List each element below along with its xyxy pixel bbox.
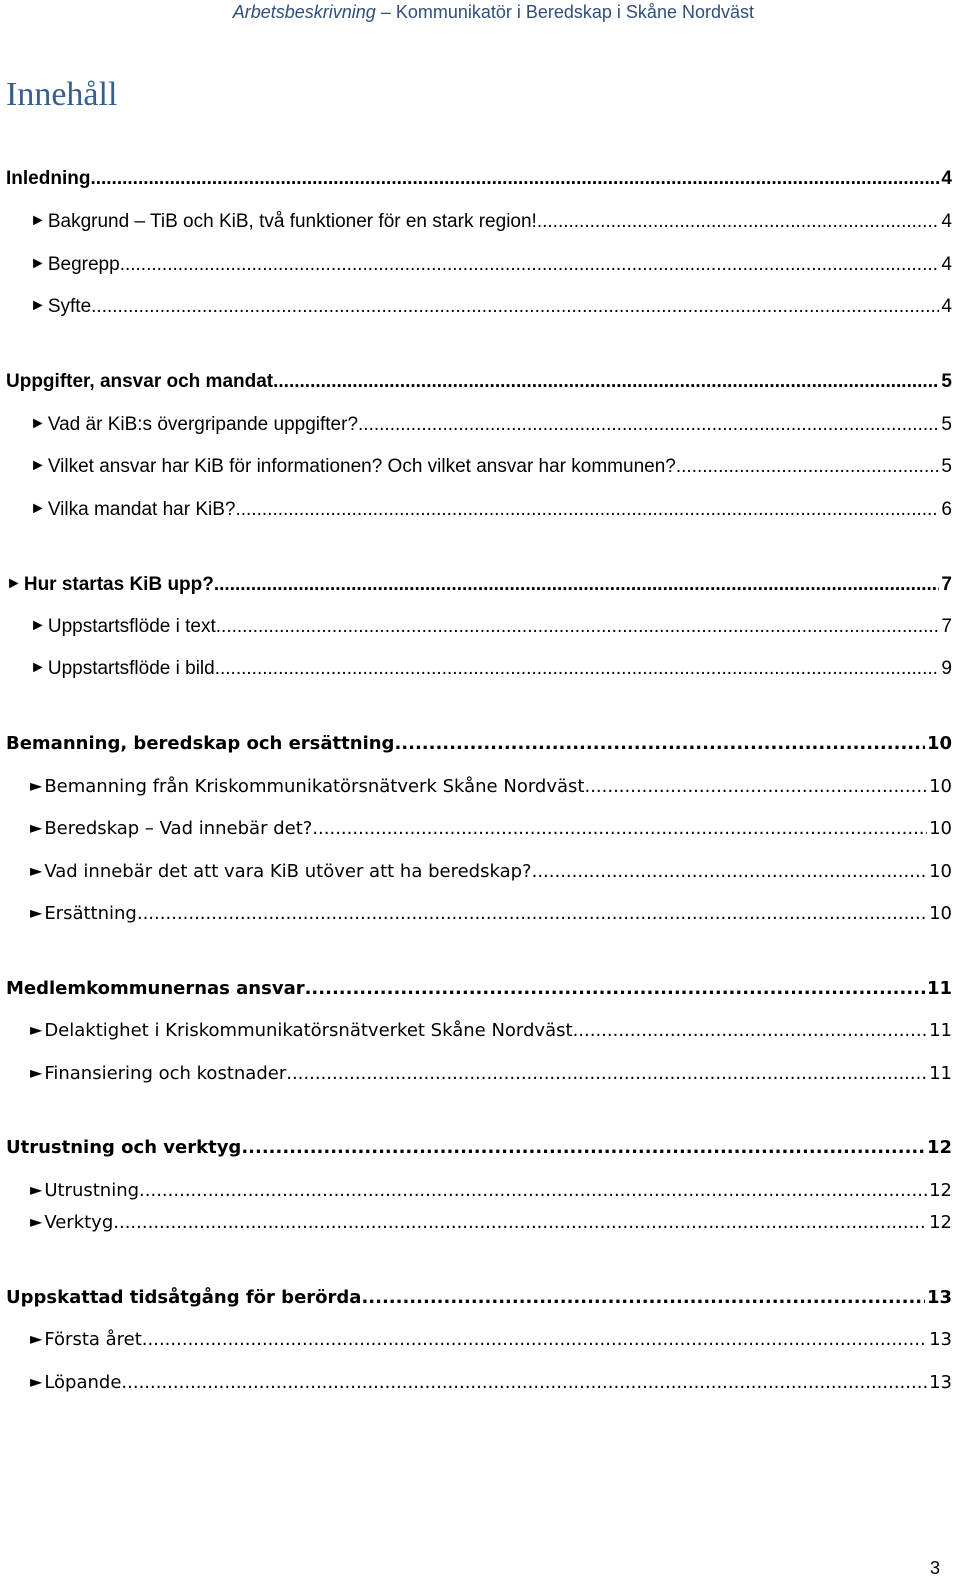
- toc-entry-label: Uppskattad tidsåtgång för berörda: [6, 1287, 362, 1308]
- toc-page-number: 11: [926, 978, 952, 999]
- arrow-right-icon: ►: [30, 1180, 43, 1199]
- toc-leader: [215, 657, 940, 681]
- toc-entry-bemanning-natverk[interactable]: [30, 771, 952, 799]
- toc-page-number: 13: [926, 1287, 952, 1308]
- toc-entry-label: Inledning: [6, 168, 91, 189]
- arrow-right-icon: ►: [30, 659, 46, 676]
- toc-leader: [91, 295, 939, 319]
- toc-page-number: 10: [929, 818, 952, 839]
- toc-entry-lopande[interactable]: [30, 1367, 952, 1395]
- toc-entry-overgripande-uppgifter[interactable]: [30, 409, 952, 437]
- toc-entry-uppstart-bild[interactable]: [30, 653, 952, 681]
- toc-entry-label: Medlemkommunernas ansvar: [6, 978, 305, 999]
- toc-entry-beredskap[interactable]: [30, 813, 952, 841]
- toc-entry-inledning[interactable]: [6, 163, 952, 191]
- arrow-right-icon: ►: [30, 1063, 43, 1082]
- toc-entry-utrustning[interactable]: [30, 1175, 952, 1203]
- toc-leader: [584, 775, 927, 799]
- toc-entry-label: Delaktighet i Kriskommunikatörsnätverket Skåne Nordväst: [44, 1020, 573, 1041]
- toc-entry-label: Bakgrund – TiB och KiB, två funktioner för en stark region!: [47, 211, 537, 232]
- toc-page-number: 9: [941, 658, 952, 679]
- toc-leader: [139, 1179, 927, 1203]
- toc-entry-label: Löpande: [44, 1372, 122, 1393]
- toc-page-number: 11: [929, 1020, 952, 1041]
- toc-entry-label: Finansiering och kostnader: [44, 1063, 287, 1084]
- toc-page-number: 10: [929, 861, 952, 882]
- toc-leader: [573, 1019, 928, 1043]
- toc-page-number: 4: [941, 211, 952, 232]
- toc-leader: [676, 455, 940, 479]
- toc-entry-utrustning-och-verktyg[interactable]: [6, 1132, 952, 1160]
- toc-leader: [120, 253, 940, 277]
- toc-page-number: 10: [929, 776, 952, 797]
- toc-leader: [241, 1136, 925, 1160]
- header-title: Kommunikatör i Beredskap i Skåne Nordväst: [395, 2, 754, 22]
- toc-entry-label: Bemanning, beredskap och ersättning: [6, 733, 395, 754]
- toc-leader: [121, 1371, 927, 1395]
- toc-entry-label: Ersättning: [44, 903, 137, 924]
- toc-entry-mandat[interactable]: [30, 494, 952, 522]
- toc-entry-label: Begrepp: [47, 254, 120, 275]
- toc-entry-uppstart-text[interactable]: [30, 611, 952, 639]
- toc-entry-ansvar-informationen[interactable]: [30, 451, 952, 479]
- toc-entry-hur-startas[interactable]: [6, 569, 952, 597]
- arrow-right-icon: ►: [30, 776, 43, 795]
- arrow-right-icon: ►: [30, 861, 43, 880]
- arrow-right-icon: ►: [30, 500, 46, 517]
- toc-leader: [312, 817, 927, 841]
- header-separator: –: [375, 2, 396, 22]
- toc-entry-delaktighet[interactable]: [30, 1015, 952, 1043]
- running-header: [0, 0, 754, 24]
- arrow-right-icon: ►: [30, 297, 46, 314]
- arrow-right-icon: ►: [30, 903, 43, 922]
- toc-entry-label: Hur startas KiB upp?: [23, 574, 214, 595]
- arrow-right-icon: ►: [30, 415, 46, 432]
- toc-entry-label: Vad innebär det att vara KiB utöver att ha beredskap?: [44, 861, 532, 882]
- toc-page-number: 7: [941, 616, 952, 637]
- toc-entry-ersattning[interactable]: [30, 898, 952, 926]
- toc-leader: [137, 902, 927, 926]
- toc-leader: [113, 1211, 927, 1235]
- toc-page-number: 10: [926, 733, 952, 754]
- toc-entry-label: Utrustning: [44, 1180, 140, 1201]
- arrow-right-icon: ►: [30, 212, 46, 229]
- toc-entry-verktyg[interactable]: [30, 1207, 952, 1235]
- arrow-right-icon: ►: [30, 617, 46, 634]
- toc-entry-syfte[interactable]: [30, 291, 952, 319]
- toc-page-number: 4: [941, 254, 952, 275]
- toc-page-number: 12: [926, 1137, 952, 1158]
- toc-entry-label: Beredskap – Vad innebär det?: [44, 818, 313, 839]
- header-doc-type: Arbetsbeskrivning: [232, 2, 376, 22]
- arrow-right-icon: ►: [30, 457, 46, 474]
- toc-entry-label: Utrustning och verktyg: [6, 1137, 242, 1158]
- toc-entry-vara-kib[interactable]: [30, 856, 952, 884]
- toc-entry-label: Första året: [44, 1329, 142, 1350]
- toc-entry-medlemkommunernas-ansvar[interactable]: [6, 973, 952, 1001]
- toc-page-number: 6: [941, 499, 952, 520]
- toc-leader: [532, 860, 928, 884]
- toc-entry-label: Uppstartsflöde i bild: [47, 658, 215, 679]
- toc-leader: [394, 732, 925, 756]
- toc-entry-uppgifter[interactable]: [6, 366, 952, 394]
- toc-leader: [358, 413, 939, 437]
- toc-entry-label: Verktyg: [44, 1212, 114, 1233]
- toc-leader: [142, 1328, 927, 1352]
- toc-leader: [214, 573, 940, 597]
- page-number: 3: [929, 1558, 940, 1578]
- toc-leader: [305, 977, 925, 1001]
- toc-page-number: 4: [941, 168, 952, 189]
- toc-leader: [537, 210, 940, 234]
- toc-leader: [216, 615, 940, 639]
- toc-page-number: 4: [941, 296, 952, 317]
- toc-leader: [361, 1286, 925, 1310]
- toc-page-number: 10: [929, 903, 952, 924]
- toc-page-number: 13: [929, 1372, 952, 1393]
- toc-entry-label: Bemanning från Kriskommunikatörsnätverk Skåne Nordväst: [44, 776, 585, 797]
- toc-page-number: 11: [929, 1063, 952, 1084]
- toc-page-number: 7: [941, 574, 952, 595]
- toc-leader: [286, 1062, 927, 1086]
- toc-page-number: 12: [929, 1180, 952, 1201]
- toc-entry-label: Syfte: [47, 296, 92, 317]
- toc-entry-bemanning[interactable]: [6, 728, 952, 756]
- toc-leader: [273, 370, 939, 394]
- toc-page-number: 5: [941, 456, 952, 477]
- toc-entry-label: Uppgifter, ansvar och mandat: [6, 371, 274, 392]
- toc-page-number: 5: [941, 414, 952, 435]
- arrow-right-icon: ►: [30, 255, 46, 272]
- toc-entry-label: Uppstartsflöde i text: [47, 616, 216, 637]
- toc-entry-begrepp[interactable]: [30, 249, 952, 277]
- toc-entry-finansiering[interactable]: [30, 1058, 952, 1086]
- arrow-right-icon: ►: [30, 1020, 43, 1039]
- toc-entry-tidsatgang[interactable]: [6, 1282, 952, 1310]
- arrow-right-icon: ►: [30, 1372, 43, 1391]
- toc-page-number: 5: [941, 371, 952, 392]
- toc-entry-label: Vad är KiB:s övergripande uppgifter?: [47, 414, 359, 435]
- arrow-right-icon: ►: [30, 818, 43, 837]
- toc-leader: [236, 498, 940, 522]
- toc-page-number: 12: [929, 1212, 952, 1233]
- arrow-right-icon: ►: [30, 1329, 43, 1348]
- arrow-right-icon: ►: [6, 575, 22, 592]
- toc-entry-label: Vilka mandat har KiB?: [47, 499, 236, 520]
- arrow-right-icon: ►: [30, 1212, 43, 1231]
- toc-leader: [90, 167, 939, 191]
- toc-entry-bakgrund[interactable]: [30, 206, 952, 234]
- toc-entry-label: Vilket ansvar har KiB för informationen? Och vilket ansvar har kommunen?: [47, 456, 676, 477]
- toc-page-number: 13: [929, 1329, 952, 1350]
- toc-entry-forsta-aret[interactable]: [30, 1324, 952, 1352]
- toc-heading: Innehåll: [6, 76, 118, 113]
